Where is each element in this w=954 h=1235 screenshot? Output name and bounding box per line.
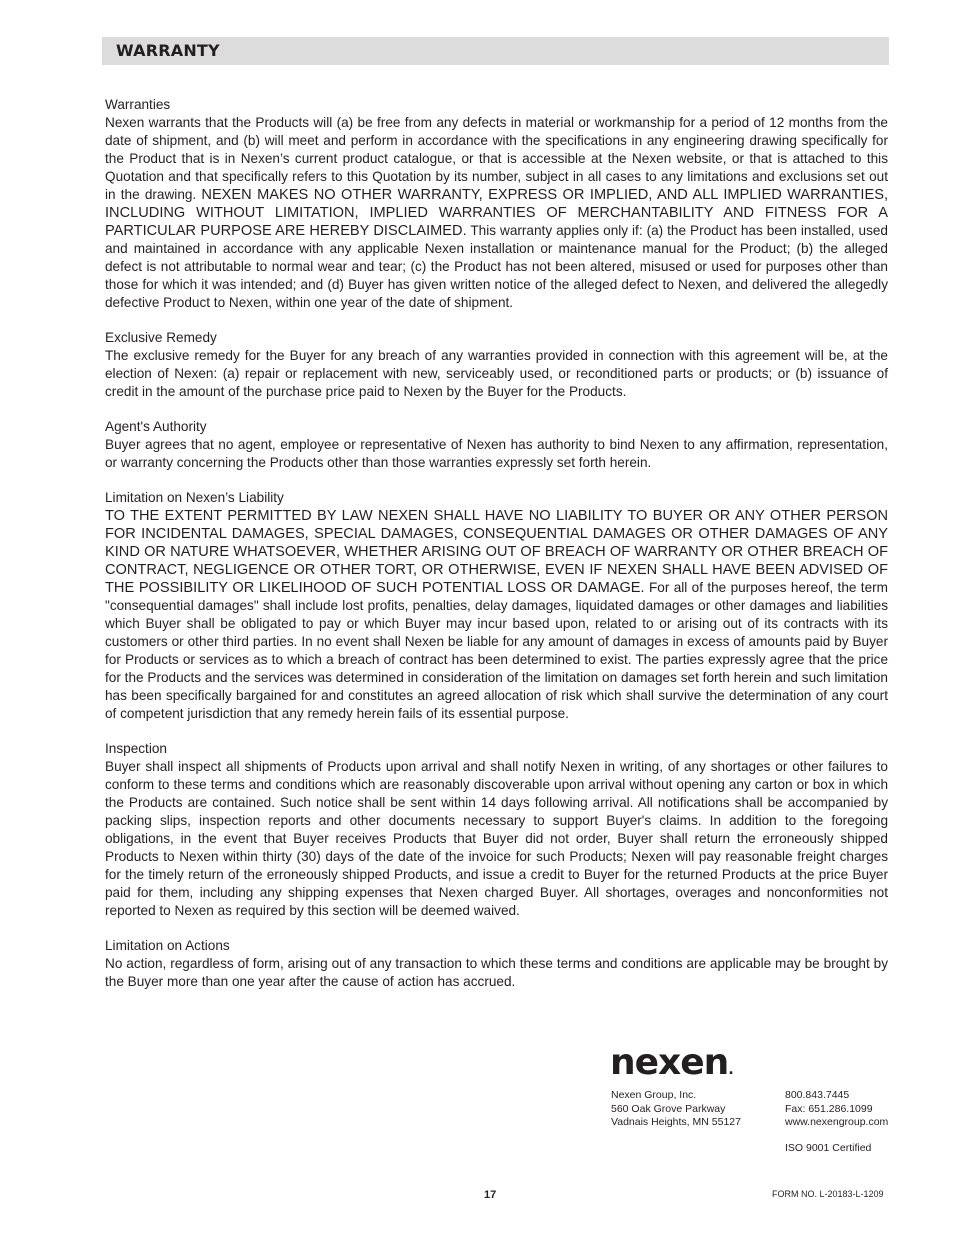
section-warranties bbox=[105, 96, 888, 312]
section-agents-authority bbox=[105, 418, 888, 472]
section-title: Exclusive Remedy bbox=[105, 330, 217, 345]
website-url: www.nexengroup.com bbox=[785, 1116, 889, 1128]
section-inspection bbox=[105, 740, 888, 920]
disclaimer-text: TO THE EXTENT PERMITTED BY LAW NEXEN SHALL HAVE NO LIABILITY TO BUYER OR ANY OTHER PERSON FOR INCIDENTAL DAMAGES, SPECIAL DAMAGES, CONSEQUENTIAL DAMAGES OR OTHER DAMAGES OF ANY KIND OR NATURE WHATSOEVER, WHETHER ARISING OUT OF BREACH OF WARRANTY OR OTHER BREACH OF CONTRACT, NEGLIGENCE OR OTHER TORT, OR OTHERWISE, EVEN IF NEXEN SHALL HAVE BEEN ADVISED OF THE POSSIBILITY OR LIKELIHOOD OF SUCH POTENTIAL LOSS OR DAMAGE. bbox=[105, 508, 888, 596]
document-body bbox=[105, 96, 888, 1008]
company-address bbox=[611, 1089, 741, 1130]
section-limitation-of-liability bbox=[105, 489, 888, 723]
address-line: Vadnais Heights, MN 55127 bbox=[611, 1116, 741, 1128]
iso-certification: ISO 9001 Certified bbox=[785, 1142, 872, 1154]
section-paragraph: The exclusive remedy for the Buyer for any breach of any warranties provided in connection with this agreement will be, at the election of Nexen: (a) repair or replacement with new, serviceably used, or reconditioned parts or products; or (b) issuance of credit in the amount of the purchase price paid to Nexen by the Buyer for the Products. bbox=[105, 348, 888, 399]
section-title: Agent's Authority bbox=[105, 419, 207, 434]
section-paragraph: No action, regardless of form, arising out of any transaction to which these terms and conditions are applicable may be brought by the Buyer more than one year after the cause of action has accrued. bbox=[105, 956, 888, 989]
fax-number: Fax: 651.286.1099 bbox=[785, 1102, 873, 1115]
page-title: WARRANTY bbox=[116, 41, 220, 60]
paragraph-text: Nexen warrants that the Products will (a) be free from any defects in material or workmanship for a period of 12 months from the date of shipment, and (b) will meet and perform in accordance with the specifications in any engineering drawing specifically for the Product that is in Nexen’s current product catalogue, or that is accessible at the Nexen website, or that is attached to this Quotation and that specifically refers to this Quotation by its number, subject in all cases to any limitations and exclusions set out in the drawing. bbox=[105, 115, 888, 202]
section-header-bar bbox=[102, 37, 889, 65]
logo-text: nexen bbox=[610, 1042, 729, 1083]
paragraph-text: This warranty applies only if: (a) the Product has been installed, used and maintained in accordance with any applicable Nexen installation or maintenance manual for the Product; (b) the alleged defect is not attributable to normal wear and tear; (c) the Product has not been altered, misused or used for purposes other than those for which it was intended; and (d) Buyer has given written notice of the alleged defect to Nexen, and delivered the allegedly defective Product to Nexen, within one year of the date of shipment. bbox=[105, 223, 888, 310]
section-paragraph: Buyer agrees that no agent, employee or representative of Nexen has authority to bind Nexen to any affirmation, representation, or warranty concerning the Products other than those warranties expressly set forth herein. bbox=[105, 437, 888, 470]
section-limitation-on-actions bbox=[105, 937, 888, 991]
nexen-logo bbox=[610, 1043, 733, 1090]
page-number: 17 bbox=[484, 1189, 497, 1201]
disclaimer-text: NEXEN MAKES NO OTHER WARRANTY, EXPRESS OR IMPLIED, AND ALL IMPLIED WARRANTIES, INCLUDING WITHOUT LIMITATION, IMPLIED WARRANTIES OF MERCHANTABILITY AND FITNESS FOR A PARTICULAR PURPOSE ARE HEREBY DISCLAIMED. bbox=[105, 187, 888, 239]
section-title: Limitation on Nexen’s Liability bbox=[105, 490, 284, 505]
section-title: Inspection bbox=[105, 741, 167, 756]
section-paragraph bbox=[105, 507, 888, 723]
section-paragraph bbox=[105, 114, 888, 312]
company-contact bbox=[785, 1089, 889, 1130]
address-line: 560 Oak Grove Parkway bbox=[611, 1102, 726, 1115]
form-number: FORM NO. L-20183-L-1209 bbox=[772, 1189, 884, 1199]
section-paragraph: Buyer shall inspect all shipments of Products upon arrival and shall notify Nexen in writing, of any shortages or other failures to conform to these terms and conditions which are reasonably discoverable upon arrival without opening any carton or box in which the Products are contained. Such notice shall be sent within 14 days following arrival. All notifications shall be accompanied by packing slips, inspection reports and other documents necessary to support Buyer's claims. In addition to the foregoing obligations, in the event that Buyer receives Products that Buyer did not order, Buyer shall return the erroneously shipped Products to Nexen within thirty (30) days of the date of the invoice for such Products; Nexen will pay reasonable freight charges for the timely return of the erroneously shipped Products, and issue a credit to Buyer for the returned Products at the price Buyer paid for them, including any shipping expenses that Nexen charged Buyer. All shortages, overages and nonconformities not reported to Nexen as required by this section will be deemed waived. bbox=[105, 759, 888, 918]
logo-dot: . bbox=[728, 1062, 733, 1078]
section-title: Warranties bbox=[105, 97, 171, 112]
section-exclusive-remedy bbox=[105, 329, 888, 401]
paragraph-text: For all of the purposes hereof, the term "consequential damages" shall include lost profits, penalties, delay damages, liquidated damages or other damages and liabilities which Buyer shall be obligated to pay or which Buyer may incur based upon, related to or arising out of its contracts with its customers or other third parties. In no event shall Nexen be liable for any amount of damages in excess of amounts paid by Buyer for Products or services as to which a breach of contract has been determined to exist. The parties expressly agree that the price for the Products and the services was determined in consideration of the limitation on damages set forth herein and such limitation has been specifically bargained for and constitutes an agreed allocation of risk which shall survive the determination of any court of competent jurisdiction that any remedy herein fails of its essential purpose. bbox=[105, 580, 888, 721]
phone-number: 800.843.7445 bbox=[785, 1089, 850, 1101]
address-line: Nexen Group, Inc. bbox=[611, 1089, 697, 1101]
section-title: Limitation on Actions bbox=[105, 938, 230, 953]
